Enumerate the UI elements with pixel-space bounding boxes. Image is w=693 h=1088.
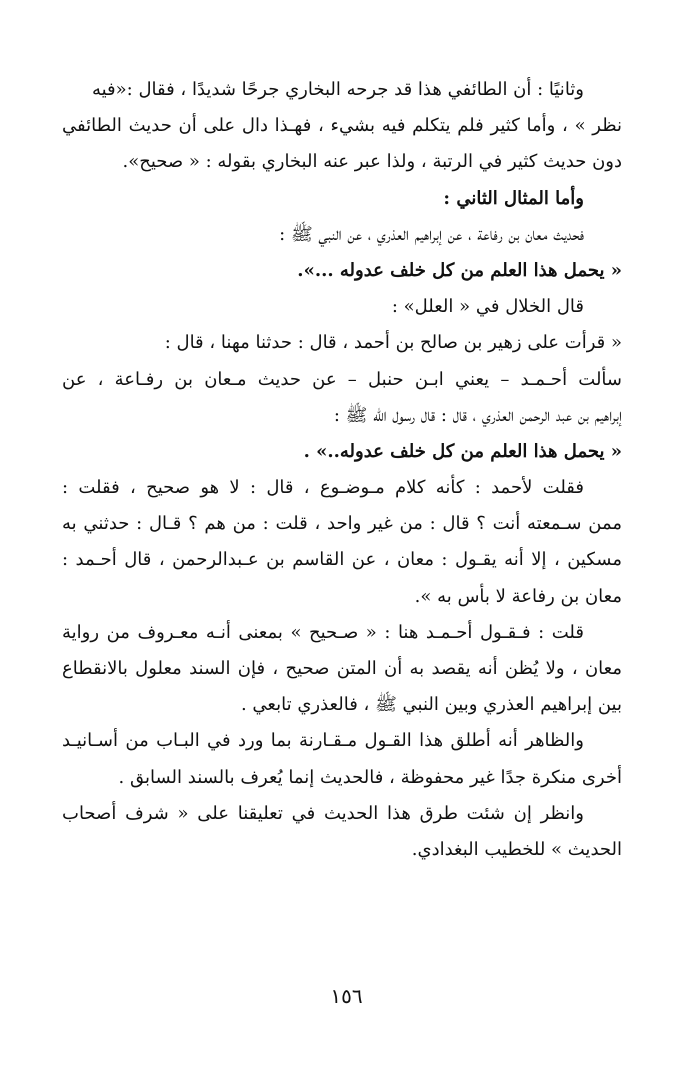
text-line: بين إبراهيم العذري وبين النبي ﷺ ، فالعذري تابعي . <box>240 694 622 716</box>
text-line: دون حديث كثير في الرتبة ، ولذا عبر عنه البخاري بقوله : « صحيح». <box>122 151 622 173</box>
text-line: وثانيًا : أن الطائفي هذا قد جرحه البخاري جرحًا شديدًا ، فقال :«فيه <box>91 79 584 100</box>
text-line: معان بن رفاعة لا بأس به ». <box>414 585 622 607</box>
body-text <box>62 72 622 868</box>
text-line: إبراهيم بن عبد الرحمن العذري ، قال : قال رسول الله ﷺ : <box>333 404 622 426</box>
text-line: قال الخلال في « العلل» : <box>391 296 584 318</box>
hadith-quote: « يحمل هذا العلم من كل خلف عدوله..» . <box>303 440 622 462</box>
text-line: معان ، ولا يُظن أنه يقصد به أن المتن صحيح ، فإن السند معلول بالانقطاع <box>62 658 622 679</box>
hadith-quote: « يحمل هذا العلم من كل خلف عدوله ...». <box>297 259 622 281</box>
page-number: ١٥٦ <box>330 984 363 1008</box>
text-line: نظر » ، وأما كثير فلم يتكلم فيه بشيء ، فهـذا دال على أن حديث الطائفي <box>62 115 622 137</box>
text-line: مسكين ، إلا أنه يقـول : معان ، عن القاسم بن عـبدالرحمن ، قال أحـمد : <box>62 549 622 571</box>
text-line: سألت أحـمـد – يعني ابـن حنبل – عن حديث مـعان بن رفـاعة ، عن <box>62 368 622 390</box>
text-line: ممن سـمعته أنت ؟ قال : من غير واحد ، قلت : من هم ؟ قـال : حدثني به <box>62 513 622 535</box>
text-line: فحديث معان بن رفاعة ، عن إبراهيم العذري ، عن النبي ﷺ : <box>279 223 584 245</box>
text-line: أخرى منكرة جدًا غير محفوظة ، فالحديث إنما يُعرف بالسند السابق . <box>118 766 622 788</box>
text-line: وانظر إن شئت طرق هذا الحديث في تعليقنا على « شرف أصحاب <box>62 802 584 824</box>
text-line: « قرأت على زهير بن صالح بن أحمد ، قال : حدثنا مهنا ، قال : <box>164 332 622 354</box>
section-heading: وأما المثال الثاني : <box>443 187 584 209</box>
text-line: فقلت لأحمد : كأنه كلام مـوضـوع ، قال : لا هو صحيح ، فقلت : <box>62 477 584 499</box>
text-line: والظاهر أنه أطلق هذا القـول مـقـارنة بما ورد في البـاب من أسـانيـد <box>62 730 584 752</box>
text-line: الحديث » للخطيب البغدادي. <box>411 838 622 860</box>
text-line: قلت : فـقـول أحـمـد هنا : « صـحيح » بمعنى أنـه معـروف من رواية <box>62 621 584 643</box>
